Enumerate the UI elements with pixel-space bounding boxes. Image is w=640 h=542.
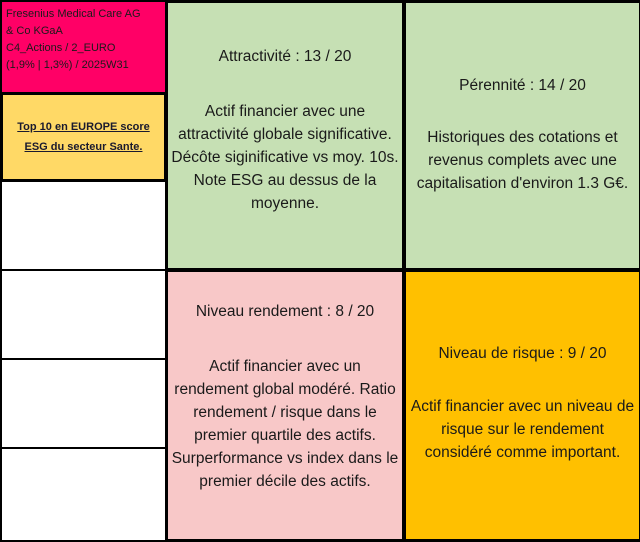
attractivite-text-line: Décôte siginificative vs moy. 10s. (171, 149, 399, 166)
rendement-text-line: Surperformance vs index dans le (171, 450, 399, 467)
attractivite-text-line: moyenne. (250, 195, 320, 212)
asset-title-line: (1,9% | 1,3%) / 2025W31 (6, 59, 129, 71)
attractivite-heading: Attractivité : 13 / 20 (218, 48, 352, 65)
perennite-text-line: revenus complets avec une (428, 152, 617, 169)
empty-cell (1, 359, 166, 448)
rendement-text-line: premier décile des actifs. (199, 473, 371, 490)
asset-title-line: C4_Actions / 2_EURO (6, 42, 116, 54)
attractivite-text-line: Note ESG au dessus de la (193, 172, 377, 189)
perennite-heading: Pérennité : 14 / 20 (459, 77, 586, 94)
empty-cell (1, 270, 166, 359)
rendement-heading: Niveau rendement : 8 / 20 (195, 303, 375, 320)
asset-title-line: Fresenius Medical Care AG (6, 8, 141, 20)
perennite-panel (404, 1, 640, 270)
risque-panel (404, 270, 640, 541)
risque-heading: Niveau de risque : 9 / 20 (438, 345, 607, 362)
asset-title-cell (1, 1, 166, 93)
rendement-text-line: Actif financier avec un (209, 358, 361, 375)
rendement-text-line: rendement global modéré. Ratio (174, 381, 396, 398)
empty-cell (1, 181, 166, 270)
attractivite-panel (166, 1, 404, 270)
risque-text-line: Actif financier avec un niveau de (410, 398, 635, 415)
empty-cell (1, 448, 166, 541)
perennite-text-line: Historiques des cotations et (427, 129, 618, 146)
rendement-text-line: rendement / risque dans le (193, 404, 377, 421)
asset-title-line: & Co KGaA (6, 25, 63, 37)
attractivite-text-line: attractivité globale significative. (178, 126, 392, 143)
rendement-text-line: premier quartile des actifs. (194, 427, 376, 444)
attractivite-text-line: Actif financier avec une (204, 103, 366, 120)
perennite-text-line: capitalisation d'environ 1.3 G€. (416, 175, 629, 192)
esg-ranking-line: Top 10 en EUROPE score (17, 121, 150, 133)
risque-text-line: risque sur le rendement (441, 421, 604, 438)
esg-ranking-badge (1, 93, 166, 181)
rendement-panel (166, 270, 404, 541)
esg-ranking-line: ESG du secteur Sante. (24, 141, 143, 153)
risque-text-line: considéré comme important. (424, 444, 621, 461)
